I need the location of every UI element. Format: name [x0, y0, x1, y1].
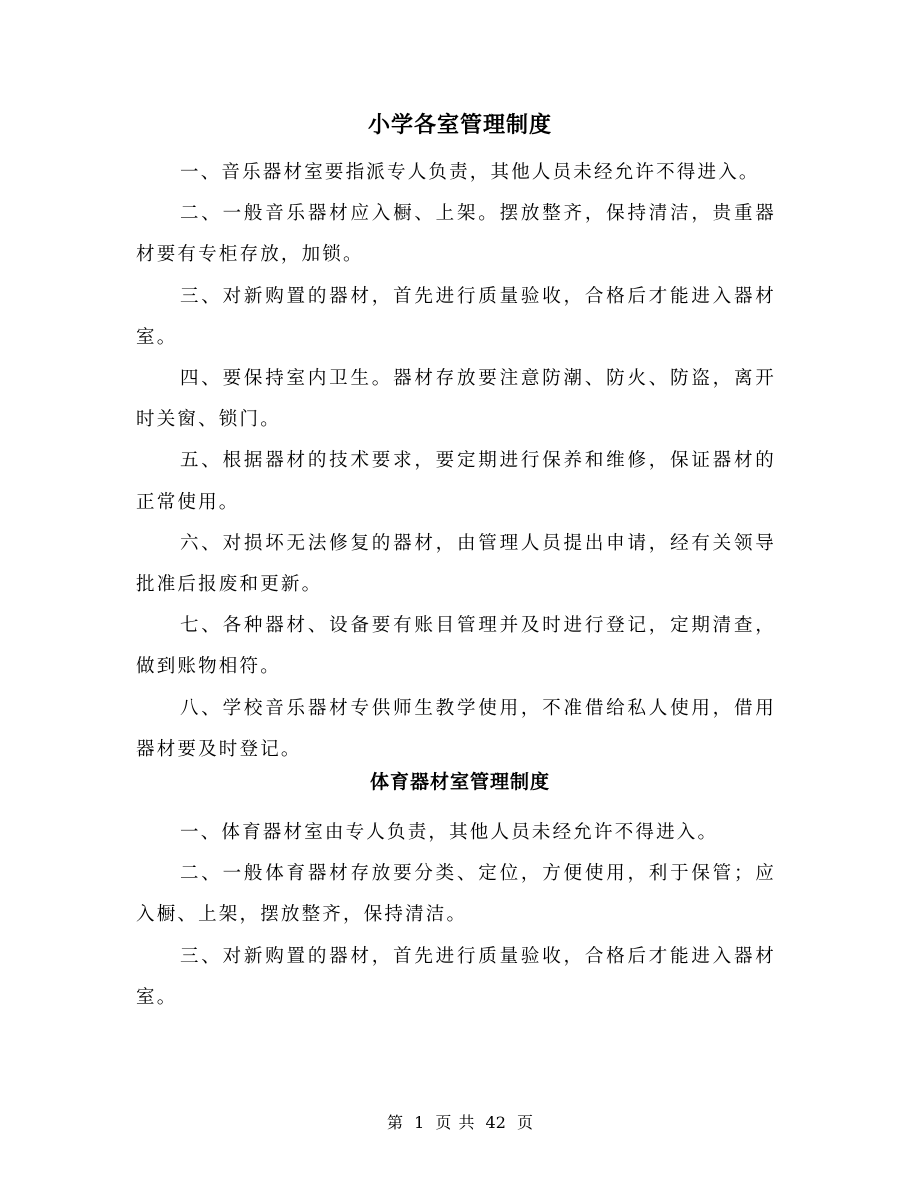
paragraph: 三、对新购置的器材，首先进行质量验收，合格后才能进入器材室。: [136, 285, 776, 348]
paragraph: 三、对新购置的器材，首先进行质量验收，合格后才能进入器材室。: [136, 945, 776, 1008]
footer-middle: 页 共: [435, 1113, 475, 1132]
section-heading: 体育器材室管理制度: [369, 771, 550, 793]
paragraph: 五、根据器材的技术要求，要定期进行保养和维修，保证器材的正常使用。: [136, 450, 776, 513]
paragraph: 四、要保持室内卫生。器材存放要注意防潮、防火、防盗，离开时关窗、锁门。: [136, 368, 776, 431]
paragraph: 一、音乐器材室要指派专人负责，其他人员未经允许不得进入。: [180, 162, 760, 183]
paragraph: 六、对损坏无法修复的器材，由管理人员提出申请，经有关领导批准后报废和更新。: [136, 532, 776, 596]
footer-suffix: 页: [517, 1113, 534, 1132]
music-equipment-section: [136, 152, 776, 770]
footer-current-page: 1: [414, 1113, 425, 1132]
paragraph: 八、学校音乐器材专供师生教学使用，不准借给私人使用，借用器材要及时登记。: [136, 697, 776, 760]
paragraph: 二、一般音乐器材应入橱、上架。摆放整齐，保持清洁，贵重器材要有专柜存放，加锁。: [136, 203, 776, 266]
sports-equipment-section: [136, 812, 776, 1018]
page-footer: [0, 1111, 920, 1135]
paragraph: 一、体育器材室由专人负责，其他人员未经允许不得进入。: [180, 822, 719, 843]
document-title: 小学各室管理制度: [367, 112, 552, 138]
paragraph: 七、各种器材、设备要有账目管理并及时进行登记，定期清查，做到账物相符。: [136, 615, 776, 678]
footer-total-pages: 42: [485, 1113, 506, 1132]
paragraph: 二、一般体育器材存放要分类、定位，方便使用，利于保管；应入橱、上架，摆放整齐，保持清洁。: [136, 863, 776, 926]
footer-prefix: 第: [386, 1113, 403, 1132]
